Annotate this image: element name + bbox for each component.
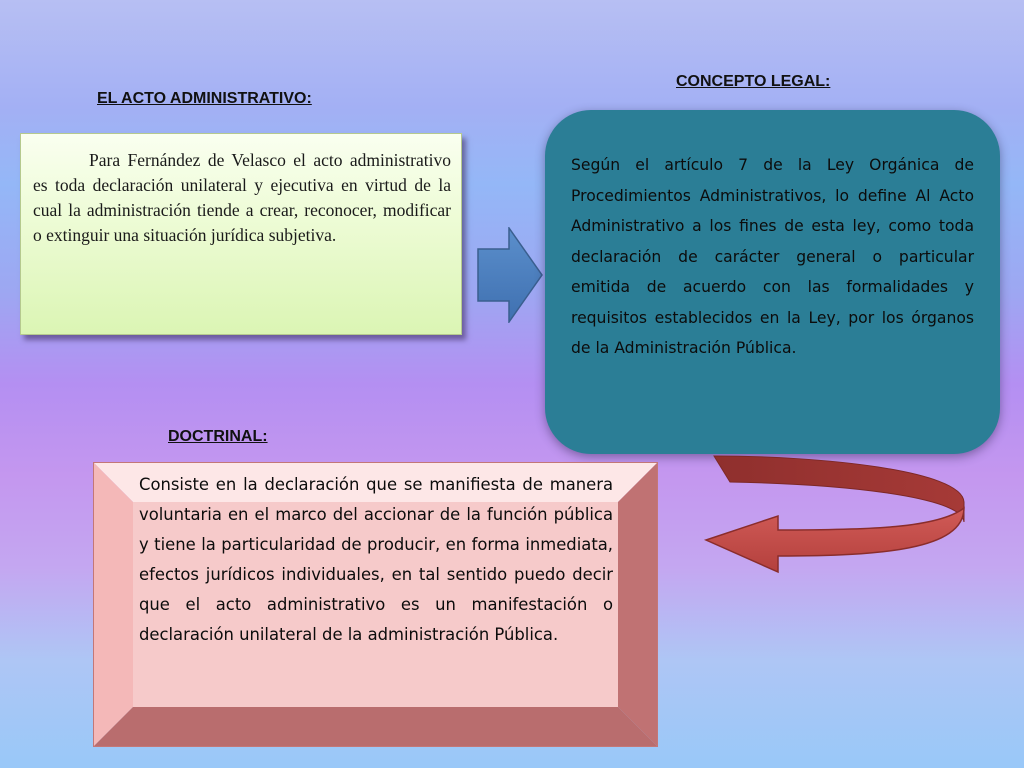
doctrinal-text: Consiste en la declaración que se manifiesta de manera voluntaria en el marco del accionar de la función pública y tiene la particularidad de producir, en forma inmediata, efectos jurídicos individuales, en tal sentido puedo decir que el acto administrativo es un manifestación o declaración unilateral de la administración Pública.	[139, 475, 613, 644]
heading-doctrinal: DOCTRINAL:	[168, 428, 268, 445]
doctrinal-box	[93, 462, 658, 747]
definition-box-fernandez: Para Fernández de Velasco el acto administrativo es toda declaración unilateral y ejecutiva en virtud de la cual la administración tiende a crear, reconocer, modificar o extinguir una situación jurídica subjetiva.	[20, 133, 462, 335]
concept-legal-text: Según el artículo 7 de la Ley Orgánica de Procedimientos Administrativos, lo define Al Acto Administrativo a los fines de esta ley, como toda declaración de carácter general o particular emitida de acuerdo con las formalidades y requisitos establecidos en la Ley, por los órganos de la Administración Pública.	[571, 156, 974, 357]
arrow-right-icon	[477, 227, 543, 323]
curved-return-arrow-icon	[700, 450, 968, 580]
heading-acto-administrativo: EL ACTO ADMINISTRATIVO:	[97, 90, 312, 107]
heading-concepto-legal: CONCEPTO LEGAL:	[676, 73, 831, 90]
concept-legal-box	[545, 110, 1000, 454]
